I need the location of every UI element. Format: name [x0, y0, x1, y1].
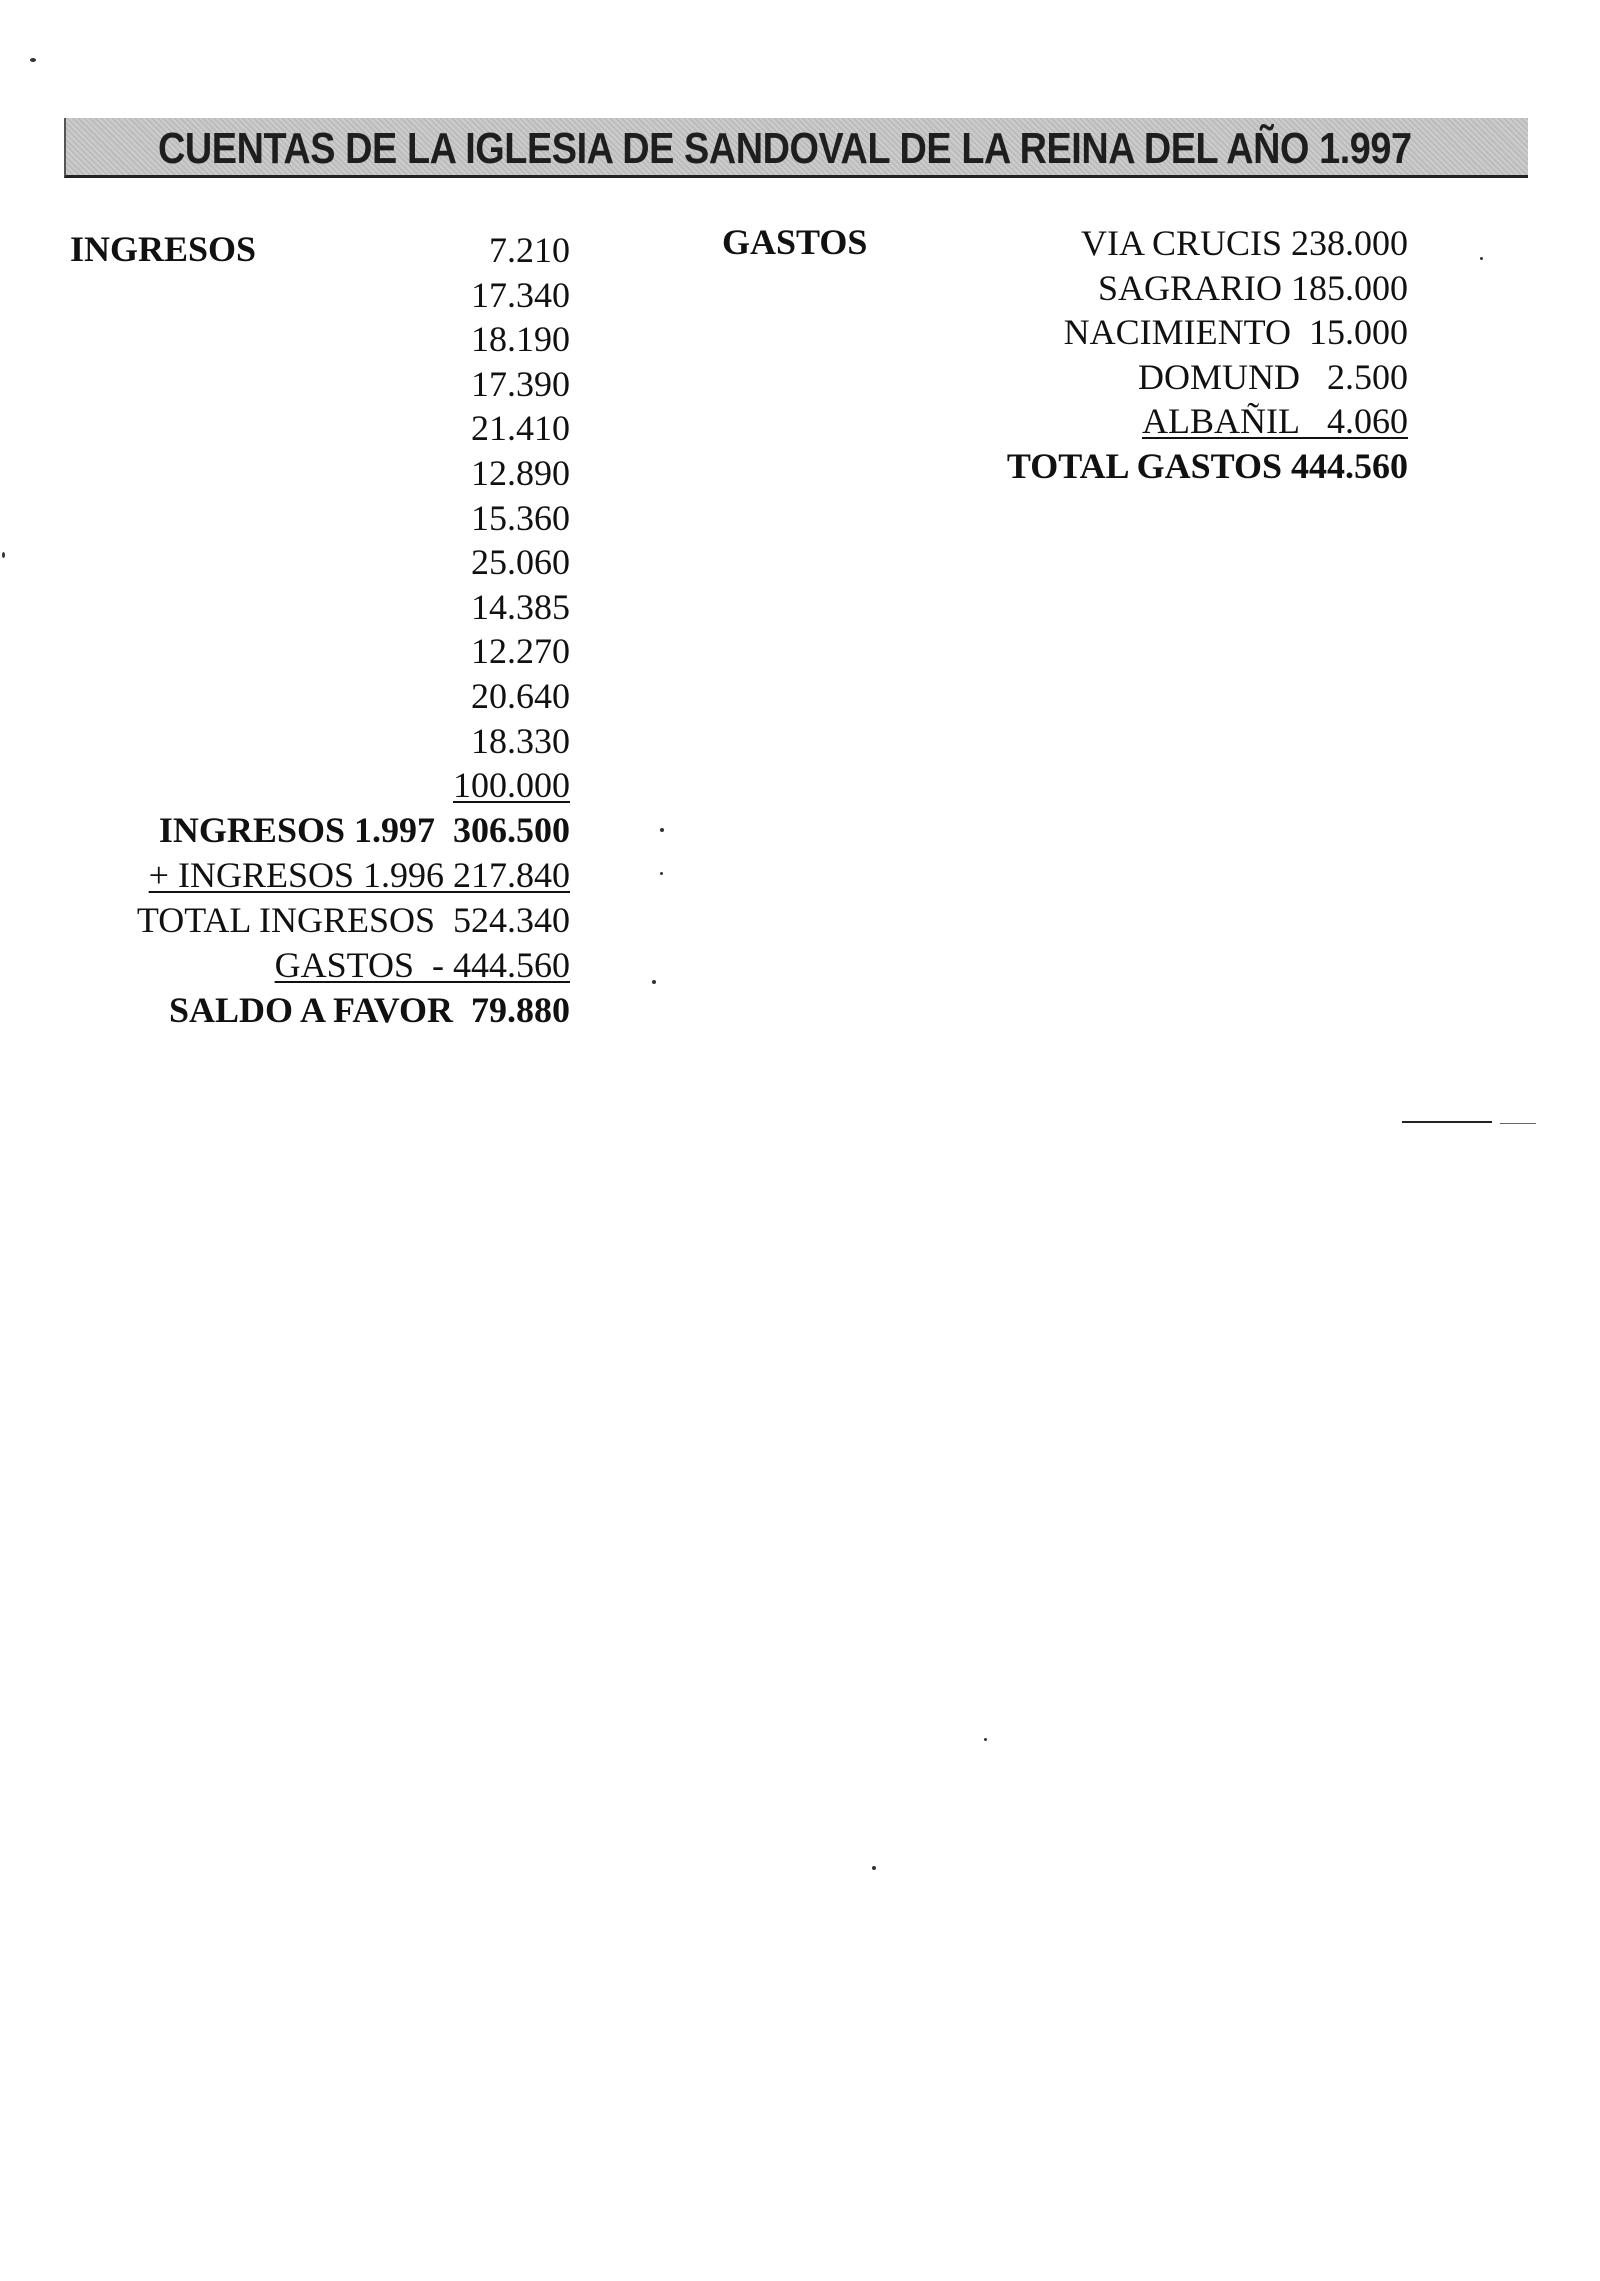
gastos-item-last	[1007, 399, 1408, 444]
scan-dash-mark	[1500, 1123, 1536, 1124]
gastos-item-value: 185.000	[1291, 267, 1408, 308]
gastos-item-value: 238.000	[1291, 223, 1408, 263]
total-ingresos-value: 524.340	[453, 900, 570, 940]
ingresos-amount-underlined: 100.000	[453, 765, 570, 806]
ingresos-summary	[137, 808, 570, 1033]
scan-speck	[1480, 257, 1483, 260]
saldo-row	[137, 988, 570, 1033]
gastos-item	[1007, 266, 1408, 311]
gastos-item-underlined	[1142, 401, 1408, 441]
gastos-item	[1007, 221, 1408, 266]
ingresos-amount: 14.385	[471, 586, 570, 627]
ingresos-heading: INGRESOS	[70, 229, 257, 269]
total-gastos-label: TOTAL GASTOS	[1006, 445, 1282, 486]
scan-speck	[2, 552, 5, 558]
gastos-heading: GASTOS	[722, 222, 868, 262]
total-ingresos-label: TOTAL INGRESOS	[136, 900, 435, 940]
ingresos-amount-last	[453, 763, 570, 808]
ingresos-amount: 12.270	[471, 631, 570, 672]
scan-speck	[660, 828, 664, 832]
ingresos-amount: 17.390	[471, 363, 570, 404]
title-banner	[64, 118, 1528, 178]
total-gastos-value: 444.560	[1291, 445, 1408, 486]
gastos-deduction-row	[137, 943, 570, 988]
ingresos-amount: 15.360	[471, 497, 570, 538]
ingresos-amount: 20.640	[471, 675, 570, 716]
gastos-item-name: NACIMIENTO	[1063, 312, 1291, 353]
scan-dash-mark	[1402, 1121, 1492, 1123]
scan-speck	[30, 58, 36, 62]
saldo-value: 79.880	[471, 990, 570, 1030]
saldo-label: SALDO A FAVOR	[168, 990, 453, 1030]
gastos-item	[1007, 355, 1408, 400]
ingresos-1996-row	[137, 853, 570, 898]
gastos-item-value: 15.000	[1309, 312, 1408, 353]
gastos-item-name: ALBAÑIL	[1142, 401, 1300, 442]
ingresos-amount: 17.340	[471, 274, 570, 315]
gastos-deduction-text	[275, 945, 570, 985]
ingresos-1997-label: INGRESOS 1.997	[158, 810, 435, 850]
ingresos-1996-text	[149, 855, 570, 895]
scan-speck	[984, 1738, 987, 1741]
ingresos-amounts-list	[453, 228, 570, 808]
gastos-deduction-label: GASTOS	[274, 945, 414, 985]
scan-speck	[660, 872, 663, 875]
gastos-item-name: DOMUND	[1138, 356, 1300, 397]
document-title: CUENTAS DE LA IGLESIA DE SANDOVAL DE LA REINA DEL AÑO 1.997	[158, 124, 1412, 173]
scan-speck	[652, 980, 656, 984]
ingresos-amount: 18.190	[471, 319, 570, 360]
ingresos-amount: 21.410	[471, 408, 570, 449]
gastos-item-value: 4.060	[1327, 401, 1408, 442]
gastos-item-name: SAGRARIO	[1097, 267, 1282, 308]
gastos-deduction-value: - 444.560	[432, 945, 570, 985]
ingresos-1996-label: + INGRESOS 1.996	[148, 855, 444, 895]
total-ingresos-row	[137, 898, 570, 943]
ingresos-amount: 18.330	[471, 720, 570, 761]
ingresos-1996-value: 217.840	[453, 855, 570, 895]
ingresos-1997-value: 306.500	[453, 810, 570, 850]
total-gastos-row	[1007, 444, 1408, 489]
gastos-items-list	[1007, 221, 1408, 489]
gastos-item	[1007, 310, 1408, 355]
gastos-item-name: VIA CRUCIS	[1080, 223, 1282, 263]
gastos-item-value: 2.500	[1327, 356, 1408, 397]
scan-speck	[872, 1866, 876, 1870]
ingresos-amount: 12.890	[471, 452, 570, 493]
ingresos-amount: 25.060	[471, 542, 570, 583]
ingresos-amount: 7.210	[489, 230, 570, 270]
ingresos-1997-row	[137, 808, 570, 853]
